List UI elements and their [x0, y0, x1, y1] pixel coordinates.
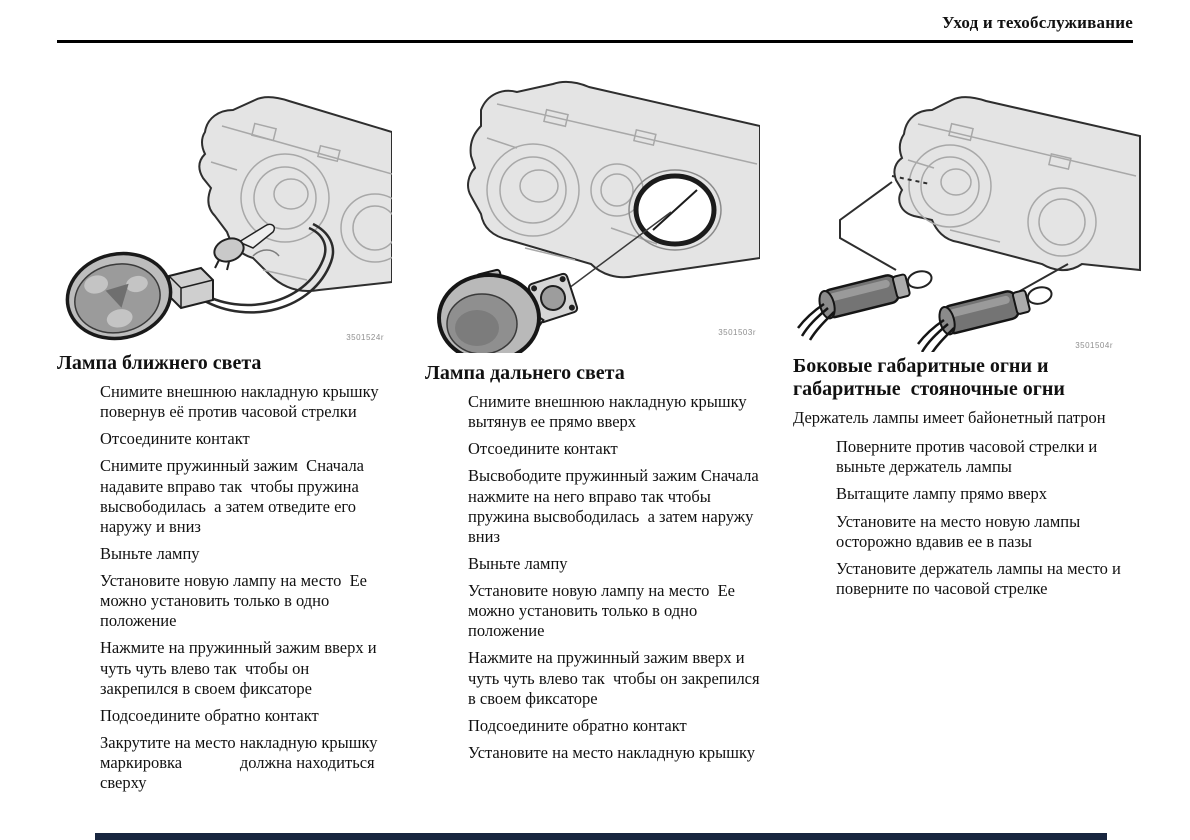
instruction-item: Установите на место новую лампы осторожно вдавив ее в пазы: [836, 511, 1085, 551]
instruction-item: Снимите внешнюю накладную крышку повернув её против часовой стрелки: [100, 382, 383, 422]
section-intro: Держатель лампы имеет байонетный патрон: [793, 408, 1106, 427]
instruction-item: Отсоедините контакт: [100, 429, 250, 449]
cover-cap-icon: [59, 244, 178, 348]
section-title: Лампа ближнего света: [57, 352, 262, 374]
instruction-item: Выньте лампу: [468, 553, 568, 573]
cover-opening-ring-icon: [629, 170, 721, 250]
instruction-item: Снимите внешнюю накладную крышку вытянув ее прямо вверх: [468, 392, 751, 432]
section-title: Лампа дальнего света: [425, 362, 625, 384]
leader-line-left: [840, 182, 896, 270]
headlamp-high-beam-illustration: [425, 68, 760, 353]
instruction-item: Установите новую лампу на место Ее можно установить только в одно положение: [100, 571, 372, 631]
page-header-title: Уход и техобслуживание: [942, 13, 1133, 32]
instruction-item: Закрутите на место накладную крышку маркировка должна находиться сверху: [100, 732, 386, 793]
figure-high-beam: [425, 68, 760, 353]
header-rule: [57, 40, 1133, 43]
section-side-marker: [793, 355, 1140, 606]
instruction-item: Подсоедините обратно контакт: [468, 715, 687, 735]
instruction-item: Установите новую лампу на место Ее можно установить только в одно положение: [468, 581, 740, 641]
instruction-item: Подсоедините обратно контакт: [100, 705, 319, 725]
section-high-beam: [425, 362, 764, 770]
headlamp-side-marker-illustration: [795, 72, 1145, 352]
instruction-item: Выньте лампу: [100, 543, 200, 563]
instruction-item: Вытащите лампу прямо вверх: [836, 484, 1048, 504]
figure-number: 3501524r: [346, 333, 384, 342]
instruction-item: Нажмите на пружинный зажим вверх и чуть чуть влево так чтобы он закрепился в своем фиксаторе: [100, 638, 381, 698]
instruction-item: Отсоедините контакт: [468, 439, 618, 459]
section-title: Боковые габаритные огни и габаритные стояночные огни: [793, 355, 1065, 400]
bulb-holder-left-icon: [798, 265, 935, 340]
connector-icon: [169, 268, 213, 308]
figure-number: 3501504r: [1075, 341, 1113, 350]
headlamp-low-beam-illustration: [57, 70, 392, 348]
bulb-holder-right-icon: [918, 281, 1055, 352]
instruction-item: Нажмите на пружинный зажим вверх и чуть чуть влево так чтобы он закрепился в своем фиксаторе: [468, 648, 764, 708]
instruction-item: Установите на место накладную крышку: [468, 742, 756, 762]
instruction-item: Снимите пружинный зажим Сначала надавите вправо так чтобы пружина высвободилась а затем отведите его наружу и вниз: [100, 456, 369, 536]
figure-side-marker: [795, 72, 1145, 352]
cover-cap-icon: [439, 269, 539, 353]
section-low-beam: [57, 352, 389, 800]
instruction-item: Высвободите пружинный зажим Сначала нажмите на него вправо так чтобы пружина высвободилась а затем наружу вниз: [468, 466, 763, 546]
figure-number: 3501503r: [718, 328, 756, 337]
footer-bar: [95, 833, 1107, 840]
instruction-item: Установите держатель лампы на место и поверните по часовой стрелке: [836, 558, 1125, 598]
instruction-item: Поверните против часовой стрелки и выньте держатель лампы: [836, 437, 1102, 477]
figure-low-beam: [57, 70, 392, 348]
